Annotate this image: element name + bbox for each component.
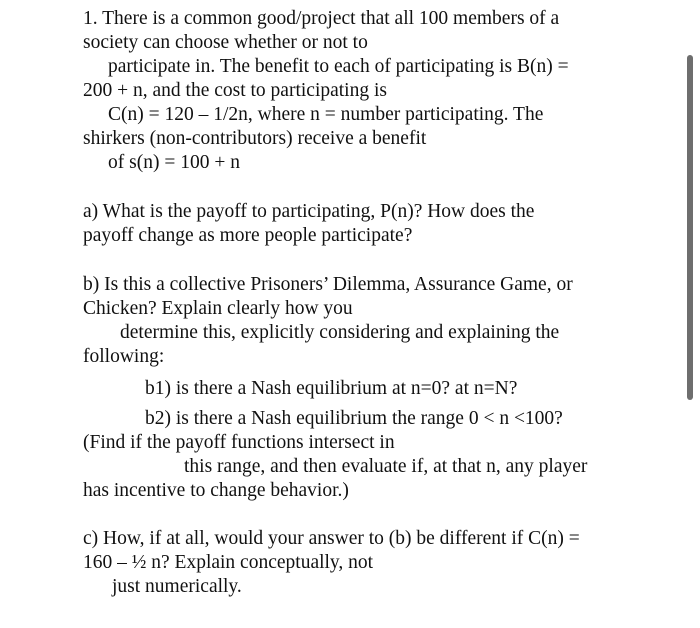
part-b-line-1: b) Is this a collective Prisoners’ Dilemma, Assurance Game, or [83,274,573,295]
intro-line-2: society can choose whether or not to [83,32,368,53]
part-c-line-3: just numerically. [112,576,242,597]
part-b-line-3: determine this, explicitly considering and explaining the [120,322,560,343]
part-b-line-8: this range, and then evaluate if, at that n, any player [184,456,588,477]
part-b-line-7: (Find if the payoff functions intersect in [83,432,395,453]
intro-line-4: 200 + n, and the cost to participating is [83,80,387,101]
part-a-line-1: a) What is the payoff to participating, P(n)? How does the [83,201,535,222]
intro-line-6: shirkers (non-contributors) receive a benefit [83,128,427,149]
intro-line-3: participate in. The benefit to each of participating is B(n) = [108,56,569,77]
part-b2-line: b2) is there a Nash equilibrium the range 0 < n <100? [145,408,563,429]
part-a-line-2: payoff change as more people participate? [83,225,413,246]
intro-line-7: of s(n) = 100 + n [108,152,240,173]
part-c-line-2: 160 – ½ n? Explain conceptually, not [83,552,374,573]
intro-line-1: 1. There is a common good/project that all 100 members of a [83,8,560,29]
part-b-line-9: has incentive to change behavior.) [83,480,349,501]
part-b-line-4: following: [83,346,165,367]
vertical-scrollbar[interactable] [687,55,693,400]
intro-line-5: C(n) = 120 – 1/2n, where n = number participating. The [108,104,544,125]
part-c-line-1: c) How, if at all, would your answer to (b) be different if C(n) = [83,528,580,549]
part-b1-line: b1) is there a Nash equilibrium at n=0? at n=N? [145,378,518,399]
part-b-line-2: Chicken? Explain clearly how you [83,298,353,319]
